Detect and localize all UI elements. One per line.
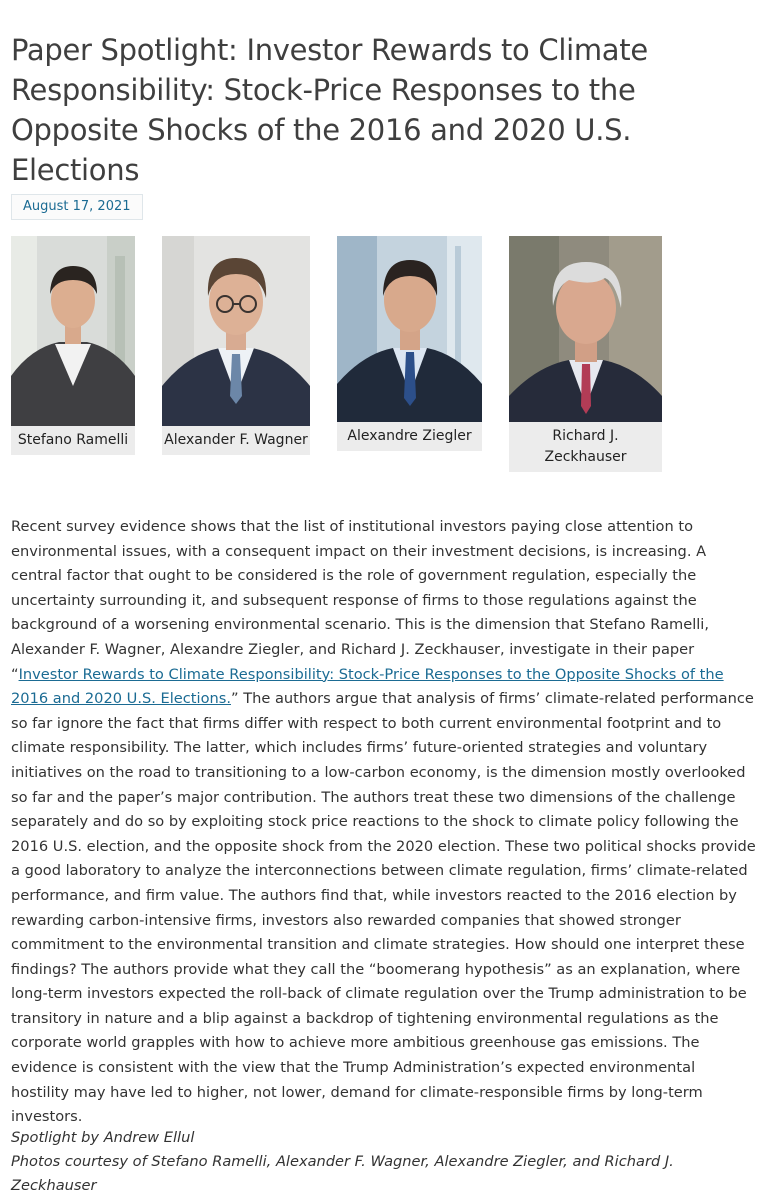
- spotlight-author: Spotlight by Andrew Ellul: [11, 1129, 195, 1146]
- author-card: [11, 236, 135, 455]
- author-name: Richard J. Zeckhauser: [544, 428, 627, 465]
- author-card: [337, 236, 482, 451]
- body-paragraph: [11, 515, 756, 1130]
- author-photo: [162, 236, 310, 426]
- author-photo: [11, 236, 135, 426]
- author-card: [509, 236, 662, 472]
- author-photo: [337, 236, 482, 422]
- paper-link[interactable]: Investor Rewards to Climate Responsibility: Stock-Price Responses to the Opposite Shocks of the 2016 and 2020 U.S. Elections.: [11, 665, 724, 708]
- author-name: Stefano Ramelli: [17, 432, 129, 448]
- author-photos: [11, 236, 756, 486]
- body-text: Recent survey evidence shows that the list of institutional investors paying close attention to environmental issues, with a consequent impact on their investment decisions, is increasing. A central factor that ought to be considered is the role of government regulation, especially the uncertainty surrounding it, and subsequent response of firms to those regulations against the background of a worsening environmental scenario. This is the dimension that Stefano Ramelli, Alexander F. Wagner, Alexandre Ziegler, and Richard J. Zeckhauser, investigate in their paper “: [11, 518, 710, 683]
- body-text: ” The authors argue that analysis of firms’ climate-related performance so far ignore the fact that firms differ with respect to both current environmental footprint and to climate responsibility. The latter, which includes firms’ future-oriented strategies and voluntary initiatives on the road to transitioning to a low-carbon economy, is the dimension mostly overlooked so far and the paper’s major contribution. The authors treat these two dimensions of the challenge separately and do so by exploiting stock price reactions to the shock to climate policy following the 2016 U.S. election, and the opposite shock from the 2020 election. These two political shocks provide a good laboratory to analyze the interconnections between climate regulation, firms’ climate-related performance, and firm value. The authors find that, while investors reacted to the 2016 election by rewarding carbon-intensive firms, investors also rewarded companies that showed stronger commitment to the environmental transition and climate strategies. How should one interpret these findings? The authors provide what they call the “boomerang hypothesis” as an explanation, where long-term investors expected the roll-back of climate regulation over the Trump administration to be transitory in nature and a blip against a backdrop of tightening environmental regulations as the corporate world grapples with how to achieve more ambitious greenhouse gas emissions. The evidence is consistent with the view that the Trump Administration’s expected environmental hostility may have led to higher, not lower, demand for climate-responsible firms by long-term investors.: [11, 690, 756, 1126]
- author-card: [162, 236, 310, 455]
- author-name: Alexander F. Wagner: [164, 432, 308, 448]
- author-photo: [509, 236, 662, 422]
- article-body: [11, 515, 756, 1130]
- photo-credit: Photos courtesy of Stefano Ramelli, Alexander F. Wagner, Alexandre Ziegler, and Richard J. Zeckhauser: [11, 1153, 674, 1194]
- article-page: [11, 0, 756, 1194]
- credits: [11, 1126, 756, 1198]
- date-badge: August 17, 2021: [11, 194, 143, 220]
- author-name: Alexandre Ziegler: [347, 428, 472, 444]
- page-title: Paper Spotlight: Investor Rewards to Climate Responsibility: Stock-Price Responses to the Opposite Shocks of the 2016 and 2020 U.S. Elections: [11, 33, 648, 187]
